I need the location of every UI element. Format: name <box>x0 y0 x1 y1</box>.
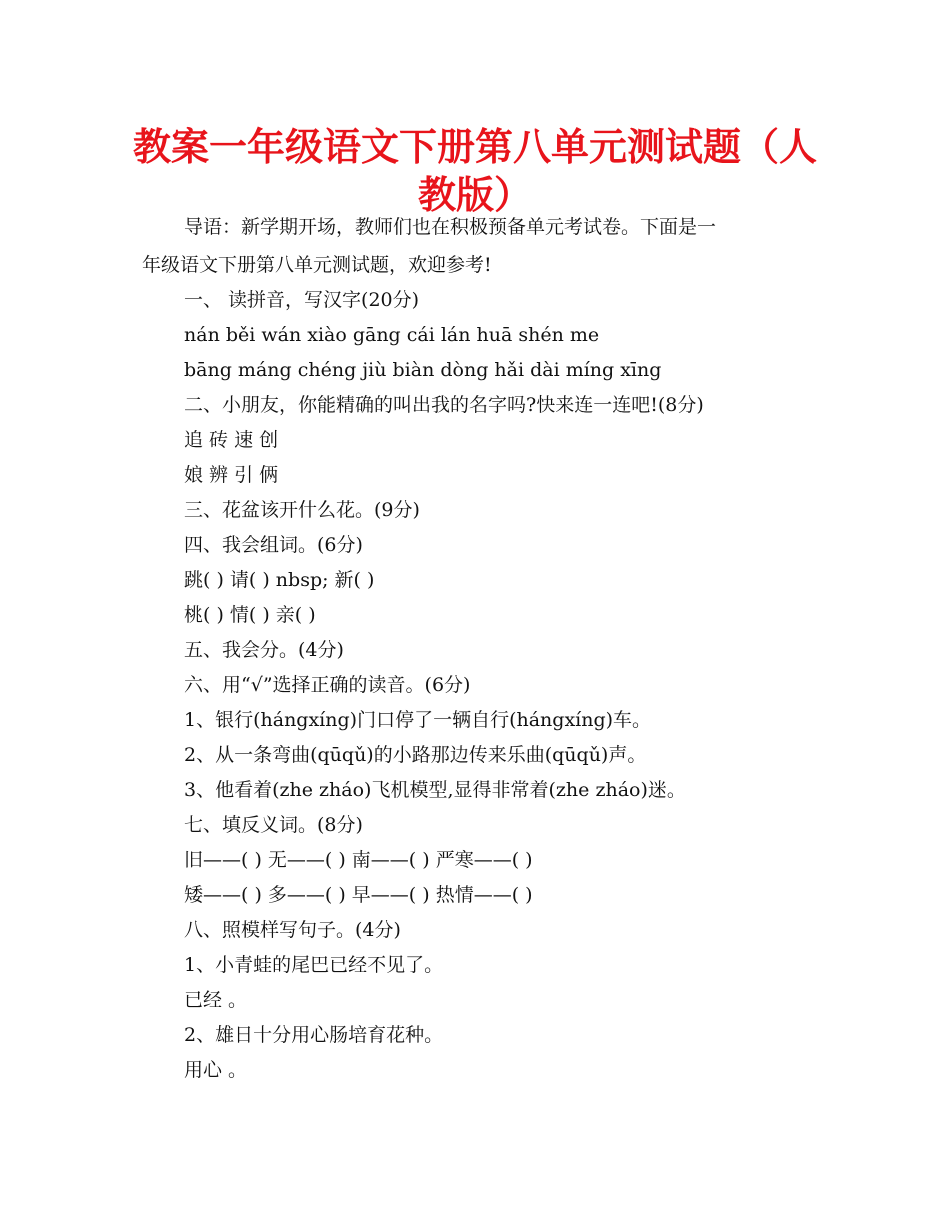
section-8-heading: 八、照模样写句子。(4分) <box>184 919 401 941</box>
section-4-heading: 四、我会组词。(6分) <box>184 534 363 556</box>
sentence-prompt-2: 用心 。 <box>184 1059 248 1081</box>
intro-paragraph-line-2: 年级语文下册第八单元测试题，欢迎参考! <box>142 254 492 276</box>
section-5-heading: 五、我会分。(4分) <box>184 639 344 661</box>
word-group-row-2: 桃( ) 情( ) 亲( ) <box>184 604 316 626</box>
reading-item-3: 3、他看着(zhe zháo)飞机模型,显得非常着(zhe zháo)迷。 <box>184 779 686 801</box>
character-row-1: 追 砖 速 创 <box>184 429 279 451</box>
antonym-row-2: 矮——( ) 多——( ) 早——( ) 热情——( ) <box>184 884 533 906</box>
section-6-heading: 六、用“√”选择正确的读音。(6分) <box>184 674 471 696</box>
section-7-heading: 七、填反义词。(8分) <box>184 814 363 836</box>
section-2-heading: 二、小朋友，你能精确的叫出我的名字吗?快来连一连吧!(8分) <box>184 394 704 416</box>
reading-item-2: 2、从一条弯曲(qūqǔ)的小路那边传来乐曲(qūqǔ)声。 <box>184 744 647 766</box>
character-row-2: 娘 辨 引 俩 <box>184 464 279 486</box>
pinyin-row-2: bāng máng chéng jiù biàn dòng hǎi dài míng xīng <box>184 359 662 381</box>
sentence-example-1: 1、小青蛙的尾巴已经不见了。 <box>184 954 444 976</box>
document-title-line-2: 教版） <box>417 173 532 217</box>
antonym-row-1: 旧——( ) 无——( ) 南——( ) 严寒——( ) <box>184 849 533 871</box>
sentence-prompt-1: 已经 。 <box>184 989 248 1011</box>
sentence-example-2: 2、雄日十分用心肠培育花种。 <box>184 1024 444 1046</box>
section-1-heading: 一、 读拼音，写汉字(20分) <box>184 289 420 311</box>
section-3-heading: 三、花盆该开什么花。(9分) <box>184 499 420 521</box>
intro-paragraph-line-1: 导语：新学期开场，教师们也在积极预备单元考试卷。下面是一 <box>184 216 717 238</box>
reading-item-1: 1、银行(hángxíng)门口停了一辆自行(hángxíng)车。 <box>184 709 652 731</box>
word-group-row-1: 跳( ) 请( ) nbsp; 新( ) <box>184 569 375 591</box>
pinyin-row-1: nán běi wán xiào gāng cái lán huā shén me <box>184 324 600 346</box>
document-title-line-1: 教案一年级语文下册第八单元测试题（人 <box>132 125 817 169</box>
